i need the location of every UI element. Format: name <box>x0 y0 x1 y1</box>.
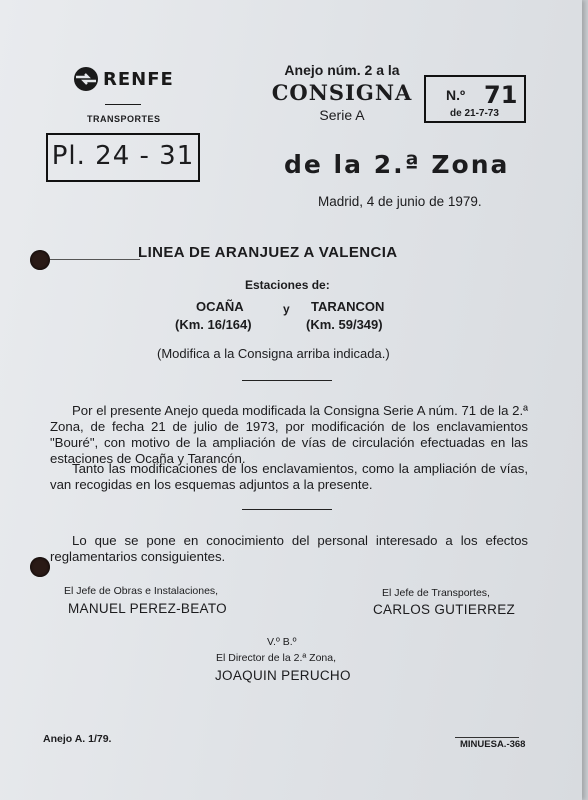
department-label: TRANSPORTES <box>87 114 161 124</box>
center-signer-name: JOAQUIN PERUCHO <box>215 668 351 683</box>
km-ocana: (Km. 16/164) <box>175 317 252 332</box>
plate-code: Pl. 24 - 31 <box>51 141 195 171</box>
paragraph-3: Lo que se pone en conocimiento del personal interesado a los efectos reglamentarios consiguientes. <box>50 533 528 564</box>
consigna-title: CONSIGNA <box>271 80 413 105</box>
annex-line: Anejo núm. 2 a la <box>284 62 400 78</box>
station-connector: y <box>283 302 290 316</box>
station-tarancon: TARANCON <box>311 299 385 314</box>
logo-brand: RENFE <box>103 69 174 90</box>
zone-title: de la 2.ª Zona <box>284 150 510 179</box>
left-signer-title: El Jefe de Obras e Instalaciones, <box>64 585 219 597</box>
center-signer-title: El Director de la 2.ª Zona, <box>216 652 337 664</box>
printer-mark: MINUESA.-368 <box>460 739 526 750</box>
number-label: N.º <box>446 87 466 103</box>
right-signer-title: El Jefe de Transportes, <box>382 587 490 599</box>
header-block <box>262 62 422 123</box>
renfe-emblem-icon <box>73 66 99 92</box>
punch-hole-top <box>30 250 50 270</box>
right-signer-name: CARLOS GUTIERREZ <box>373 602 516 617</box>
station-ocana: OCAÑA <box>196 299 244 314</box>
place-date: Madrid, 4 de junio de 1979. <box>318 194 482 209</box>
paragraph-1: Por el presente Anejo queda modificada la Consigna Serie A núm. 71 de la 2.ª Zona, de fecha 21 de julio de 1973, por modificación de los enclavamientos "Bouré", con motivo de la ampliación de vías de circulación efectuadas en las estaciones de Ocaña y Tarancón. <box>50 403 528 466</box>
plate-box <box>46 133 200 182</box>
renfe-logo <box>73 66 173 94</box>
modification-note: (Modifica a la Consigna arriba indicada.) <box>157 346 390 361</box>
logo-divider <box>105 104 141 105</box>
number-value: 71 <box>484 81 518 109</box>
annex-reference: Anejo A. 1/79. <box>43 733 112 745</box>
separator-2 <box>242 509 332 510</box>
km-tarancon: (Km. 59/349) <box>306 317 383 332</box>
separator-1 <box>242 380 332 381</box>
stations-label: Estaciones de: <box>245 278 330 292</box>
printer-rule <box>455 737 519 738</box>
left-signer-name: MANUEL PEREZ-BEATO <box>68 601 227 616</box>
series-label: Serie A <box>319 107 365 123</box>
vobo-label: V.º B.º <box>267 636 297 648</box>
hole-guide-line <box>50 259 140 260</box>
number-date: de 21-7-73 <box>450 108 499 119</box>
line-title: LINEA DE ARANJUEZ A VALENCIA <box>138 244 398 261</box>
paragraph-2: Tanto las modificaciones de los enclavamientos, como la ampliación de vías, van recogidas en los esquemas adjuntos a la presente. <box>50 461 528 492</box>
punch-hole-bottom <box>30 557 50 577</box>
number-box <box>424 75 526 123</box>
